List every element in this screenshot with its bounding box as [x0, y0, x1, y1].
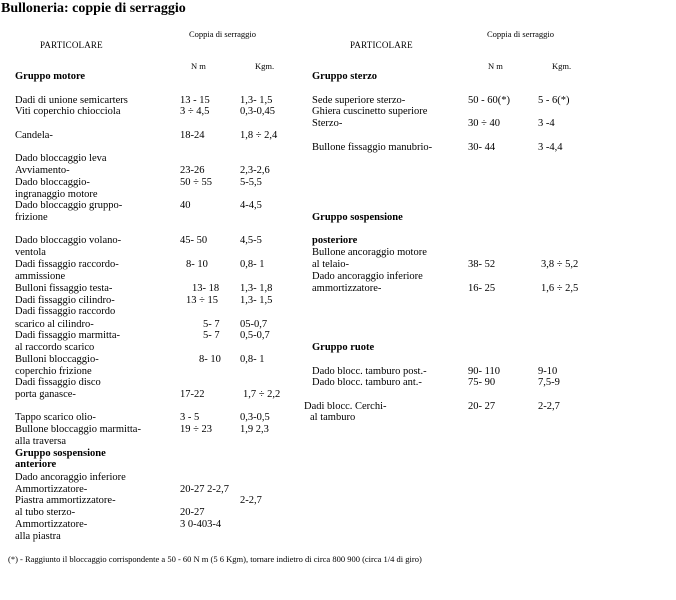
row-label: Dado bloccaggio gruppo-: [15, 200, 123, 211]
row-label: Dado ancoraggio inferiore: [15, 472, 126, 483]
row-kgm: 7,5-9: [538, 377, 560, 388]
row-label: Dadi fissaggio raccordo: [15, 306, 116, 317]
row-label: ammissione: [15, 271, 66, 282]
row-nm: 20- 27: [468, 401, 496, 412]
left-particolare-heading: PARTICOLARE: [40, 40, 103, 50]
row-label: Dadi fissaggio disco: [15, 377, 101, 388]
row-kgm: 2,3-2,6: [240, 165, 270, 176]
row-label: Ammortizzatore-: [15, 484, 88, 495]
section-gruppo-motore: Gruppo motore: [15, 71, 86, 82]
row-label: scarico al cilindro-: [15, 319, 94, 330]
row-nm: 18-24: [180, 130, 205, 141]
row-kgm: 5 - 6(*): [538, 95, 570, 106]
row-label: coperchio frizione: [15, 366, 92, 377]
footnote: (*) - Raggiunto il bloccaggio corrispondente a 50 - 60 N m (5 6 Kgm), tornare indietro di circa 800 900 (circa 1/4 di giro): [8, 554, 422, 564]
row-label: alla traversa: [15, 436, 67, 447]
row-label: al tubo sterzo-: [15, 507, 76, 518]
section-gruppo-ruote: Gruppo ruote: [312, 342, 375, 353]
row-label: ingranaggio motore: [15, 189, 98, 200]
row-nm: 20-27: [180, 507, 205, 518]
row-label: Bullone ancoraggio motore: [312, 247, 427, 258]
row-nm: 45- 50: [180, 235, 208, 246]
row-nm: 40: [180, 200, 191, 211]
row-nm: 30 ÷ 40: [468, 118, 501, 129]
right-coppia-heading: Coppia di serraggio: [487, 29, 555, 39]
section-sospensione-posteriore-title: Gruppo sospensione: [312, 212, 403, 223]
row-nm: 90- 110: [468, 366, 500, 377]
section-sospensione-posteriore-subtitle: posteriore: [312, 235, 358, 246]
section-gruppo-sterzo: Gruppo sterzo: [312, 71, 378, 82]
row-label: Dadi fissaggio marmitta-: [15, 330, 120, 341]
row-label: frizione: [15, 212, 48, 223]
row-label: Sede superiore sterzo-: [312, 95, 406, 106]
row-label: Dado blocc. tamburo post.-: [312, 366, 427, 377]
row-label: Bulloni bloccaggio-: [15, 354, 99, 365]
row-kgm: 1,9 2,3: [240, 424, 269, 435]
row-nm: 19 ÷ 23: [180, 424, 213, 435]
row-label: porta ganasce-: [15, 389, 76, 400]
row-kgm: 1,3- 1,5: [240, 295, 273, 306]
row-kgm: 2-2,7: [538, 401, 560, 412]
row-label: ventola: [15, 247, 46, 258]
row-kgm: 3 -4: [538, 118, 555, 129]
row-kgm: 5-5,5: [240, 177, 262, 188]
row-kgm: 1,7 ÷ 2,2: [243, 389, 281, 400]
left-nm-heading: N m: [191, 61, 206, 71]
section-sospensione-anteriore-title: Gruppo sospensione: [15, 448, 106, 459]
row-kgm: 1,3- 1,5: [240, 95, 273, 106]
row-label: Dadi blocc. Cerchi-: [304, 401, 387, 412]
right-nm-heading: N m: [488, 61, 503, 71]
row-kgm: 0,3-0,45: [240, 106, 275, 117]
row-label: al telaio-: [312, 259, 350, 270]
row-kgm: 0,5-0,7: [240, 330, 270, 341]
row-nm: 50 - 60(*): [468, 95, 510, 106]
row-label: alla piastra: [15, 531, 61, 542]
row-nm: 20-27 2-2,7: [180, 484, 229, 495]
row-kgm: 2-2,7: [240, 495, 262, 506]
row-nm: 50 ÷ 55: [180, 177, 213, 188]
row-kgm: 0,8- 1: [240, 354, 265, 365]
row-kgm: 0,8- 1: [240, 259, 265, 270]
row-kgm: 4,5-5: [240, 235, 262, 246]
row-label: Sterzo-: [312, 118, 343, 129]
row-label: Viti coperchio chiocciola: [15, 106, 121, 117]
row-nm: 75- 90: [468, 377, 496, 388]
section-sospensione-anteriore-subtitle: anteriore: [15, 459, 57, 470]
row-nm: 8- 10: [199, 354, 221, 365]
row-label: ammortizzatore-: [312, 283, 382, 294]
row-nm: 3 0-403-4: [180, 519, 222, 530]
row-nm: 13 - 15: [180, 95, 210, 106]
row-label: Ghiera cuscinetto superiore: [312, 106, 428, 117]
row-label: Dado bloccaggio leva: [15, 153, 107, 164]
row-label: Bullone bloccaggio marmitta-: [15, 424, 141, 435]
row-kgm: 9-10: [538, 366, 558, 377]
row-label: Bullone fissaggio manubrio-: [312, 142, 433, 153]
row-label: Bulloni fissaggio testa-: [15, 283, 113, 294]
left-kgm-heading: Kgm.: [255, 61, 275, 71]
row-label: Ammortizzatore-: [15, 519, 88, 530]
right-particolare-heading: PARTICOLARE: [350, 40, 413, 50]
page-title: Bulloneria: coppie di serraggio: [1, 1, 186, 16]
row-label: Tappo scarico olio-: [15, 412, 96, 423]
row-label: Piastra ammortizzatore-: [15, 495, 116, 506]
row-nm: 13 ÷ 15: [186, 295, 219, 306]
left-coppia-heading: Coppia di serraggio: [189, 29, 257, 39]
row-label: Dado bloccaggio-: [15, 177, 90, 188]
row-nm: 16- 25: [468, 283, 496, 294]
row-kgm: 4-4,5: [240, 200, 262, 211]
row-kgm: 0,3-0,5: [240, 412, 270, 423]
row-kgm: 1,3- 1,8: [240, 283, 273, 294]
right-kgm-heading: Kgm.: [552, 61, 572, 71]
row-nm: 23-26: [180, 165, 205, 176]
row-nm: 17-22: [180, 389, 205, 400]
row-label: al tamburo: [310, 412, 356, 423]
row-nm: 3 - 5: [180, 412, 200, 423]
row-nm: 30- 44: [468, 142, 496, 153]
row-kgm: 05-0,7: [240, 319, 268, 330]
row-kgm: 1,6 ÷ 2,5: [541, 283, 579, 294]
row-kgm: 1,8 ÷ 2,4: [240, 130, 278, 141]
row-nm: 8- 10: [186, 259, 208, 270]
row-label: al raccordo scarico: [15, 342, 95, 353]
row-kgm: 3 -4,4: [538, 142, 563, 153]
row-nm: 3 ÷ 4,5: [180, 106, 210, 117]
row-nm: 5- 7: [203, 319, 220, 330]
row-label: Avviamento-: [15, 165, 70, 176]
row-label: Dadi di unione semicarters: [15, 95, 128, 106]
row-label: Candela-: [15, 130, 53, 141]
row-label: Dadi fissaggio raccordo-: [15, 259, 119, 270]
row-label: Dado ancoraggio inferiore: [312, 271, 423, 282]
row-kgm: 3,8 ÷ 5,2: [541, 259, 579, 270]
row-label: Dado bloccaggio volano-: [15, 235, 122, 246]
row-nm: 38- 52: [468, 259, 496, 270]
row-nm: 5- 7: [203, 330, 220, 341]
row-label: Dadi fissaggio cilindro-: [15, 295, 115, 306]
row-nm: 13- 18: [192, 283, 220, 294]
row-label: Dado blocc. tamburo ant.-: [312, 377, 422, 388]
